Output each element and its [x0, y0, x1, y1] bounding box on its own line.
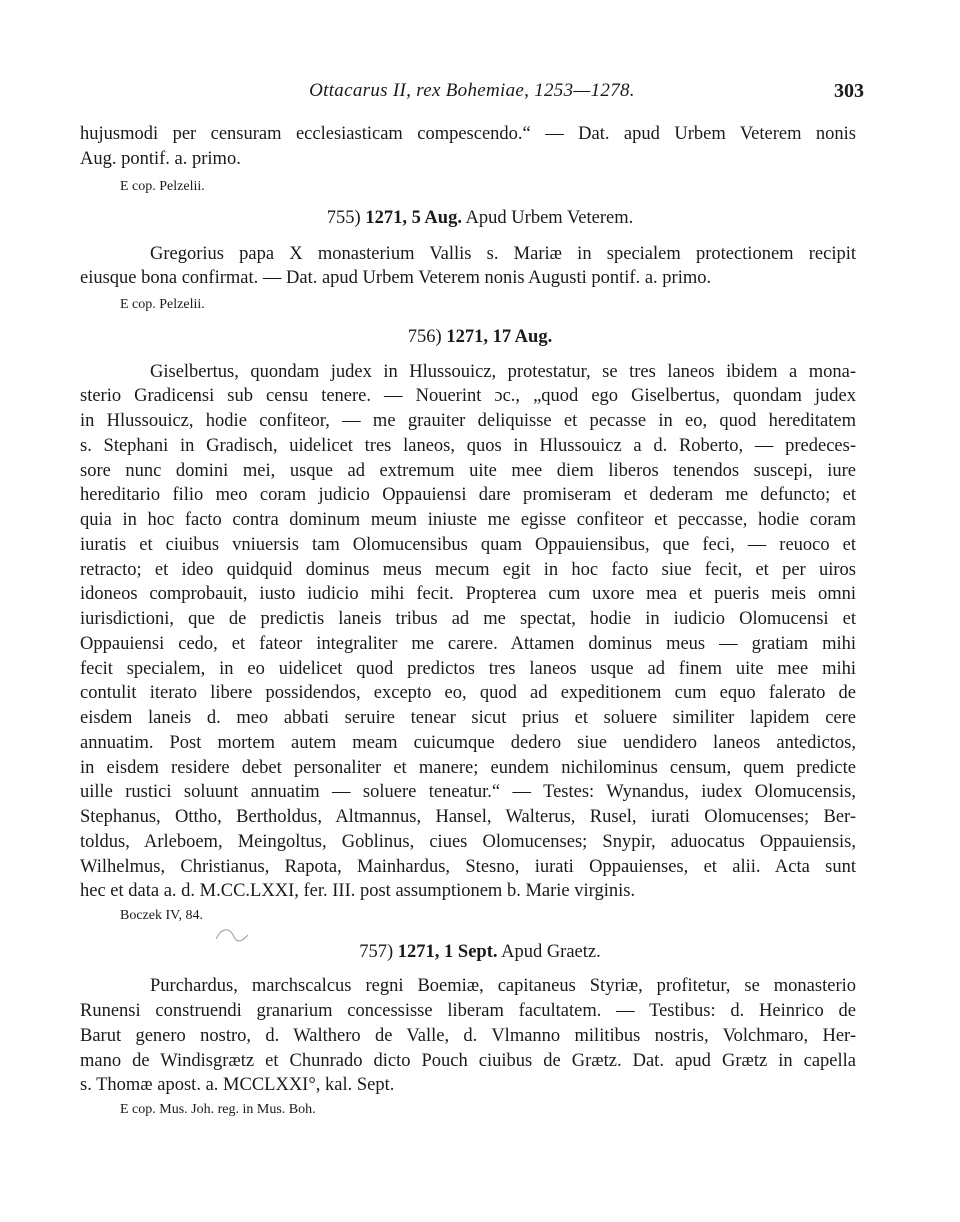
source-citation: Boczek IV, 84.: [120, 908, 203, 923]
text-line: uille rustici soluunt annuatim — soluere teneatur.“ — Testes: Wynandus, iudex Olomucensis,: [80, 782, 856, 802]
text-line: annuatim. Post mortem autem meam cuicumque dedero siue uendidero laneos antedictos,: [80, 733, 856, 753]
text-line: sore nunc domini mei, usque ad extremum uite mee diem liberos tenendos suscepi, iure: [80, 461, 856, 481]
text-line: Purchardus, marchscalcus regni Boemiæ, capitaneus Styriæ, profitetur, se monasterio: [150, 976, 856, 996]
text-line: iuratis et ciuibus vniuersis tam Olomucensibus quam Oppauiensibus, que feci, — reuoco et: [80, 535, 856, 555]
text-line: Runensi construendi granarium concessisse liberam facultatem. — Testibus: d. Heinrico de: [80, 1001, 856, 1021]
text-line: quia in hoc facto contra dominum meum iniuste me egisse confiteor et peccasse, hodie coram: [80, 510, 856, 530]
page-number: 303: [834, 80, 864, 102]
text-line: Gregorius papa X monasterium Vallis s. Mariæ in specialem protectionem recipit: [150, 244, 856, 264]
text-line: s. Stephani in Gradisch, uidelicet tres laneos, quos in Hlussouicz a d. Roberto, — predeces-: [80, 436, 856, 456]
text-line: contulit iterato libere possidendos, excepto eo, quod ad expeditionem cum equo falerato de: [80, 683, 856, 703]
text-line: iurisdictioni, que de predictis laneis tribus ad me spectat, hodie in iudicio Olomucensi et: [80, 609, 856, 629]
text-line: eisdem laneis d. meo abbati seruire tenear sicut prius et soluere similiter lapidem cere: [80, 708, 856, 728]
running-title: Ottacarus II, rex Bohemiae, 1253—1278.: [309, 80, 635, 101]
text-line: Wilhelmus, Christianus, Rapota, Mainhardus, Stesno, iurati Oppauienses, et alii. Acta sunt: [80, 857, 856, 877]
text-line: mano de Windisgrætz et Chunrado dicto Pouch ciuibus de Grætz. Dat. apud Grætz in capella: [80, 1051, 856, 1071]
entry-heading-755: 755) 1271, 5 Aug. Apud Urbem Veterem.: [326, 208, 634, 228]
text-line: toldus, Arleboem, Meingoltus, Goblinus, ciues Olomucenses; Snypir, aduocatus Oppauiensis,: [80, 832, 856, 852]
text-line: in eisdem residere debet personaliter et manere; eundem nichilominus censum, quem predicte: [80, 758, 856, 778]
text-line: Stephanus, Ottho, Bertholdus, Altmannus, Hansel, Walterus, Rusel, iurati Olomucenses; Ber-: [80, 807, 856, 827]
source-citation: E cop. Pelzelii.: [120, 297, 205, 312]
entry-heading-756: 756) 1271, 17 Aug.: [407, 327, 553, 347]
text-line: in Hlussouicz, hodie confiteor, — me grauiter deliquisse et pecasse in eo, quod hereditatem: [80, 411, 856, 431]
text-line: Barut genero nostro, d. Walthero de Valle, d. Vlmanno militibus nostris, Volchmaro, Her-: [80, 1026, 856, 1046]
text-line: hereditario filio meo coram judicio Oppauiensi dare promiseram et dederam me defuncto; et: [80, 485, 856, 505]
text-line: Aug. pontif. a. primo.: [80, 149, 241, 169]
entry-heading-757: 757) 1271, 1 Sept. Apud Graetz.: [359, 942, 601, 962]
source-citation: E cop. Mus. Joh. reg. in Mus. Boh.: [120, 1102, 316, 1117]
text-line: hec et data a. d. M.CC.LXXI, fer. III. post assumptionem b. Marie virginis.: [80, 881, 636, 901]
text-line: Giselbertus, quondam judex in Hlussouicz, protestatur, se tres laneos ibidem a mona-: [150, 362, 856, 382]
text-line: s. Thomæ apost. a. MCCLXXI°, kal. Sept.: [80, 1075, 395, 1095]
source-citation: E cop. Pelzelii.: [120, 179, 205, 194]
scan-mark-icon: [212, 925, 252, 949]
text-line: hujusmodi per censuram ecclesiasticam compescendo.“ — Dat. apud Urbem Veterem nonis: [80, 124, 856, 144]
text-line: eiusque bona confirmat. — Dat. apud Urbem Veterem nonis Augusti pontif. a. primo.: [80, 268, 712, 288]
text-line: Oppauiensi cedo, et fateor integraliter me carere. Attamen dominus meus — gratiam mihi: [80, 634, 856, 654]
text-line: idoneos comprobauit, iusto iudicio mihi fecit. Propterea cum uxore mea et pueris meis omni: [80, 584, 856, 604]
text-line: fecit specialem, in eo uidelicet quod predictos tres laneos usque ad finem uite mee mihi: [80, 659, 856, 679]
text-line: sterio Gradicensi sub censu tenere. — Nouerint ɔc., „quod ego Giselbertus, quondam judex: [80, 386, 856, 406]
text-line: retracto; et ideo quidquid dominus meus mecum egit in hoc facto siue fecit, et per uiros: [80, 560, 856, 580]
page-header: [80, 80, 864, 108]
